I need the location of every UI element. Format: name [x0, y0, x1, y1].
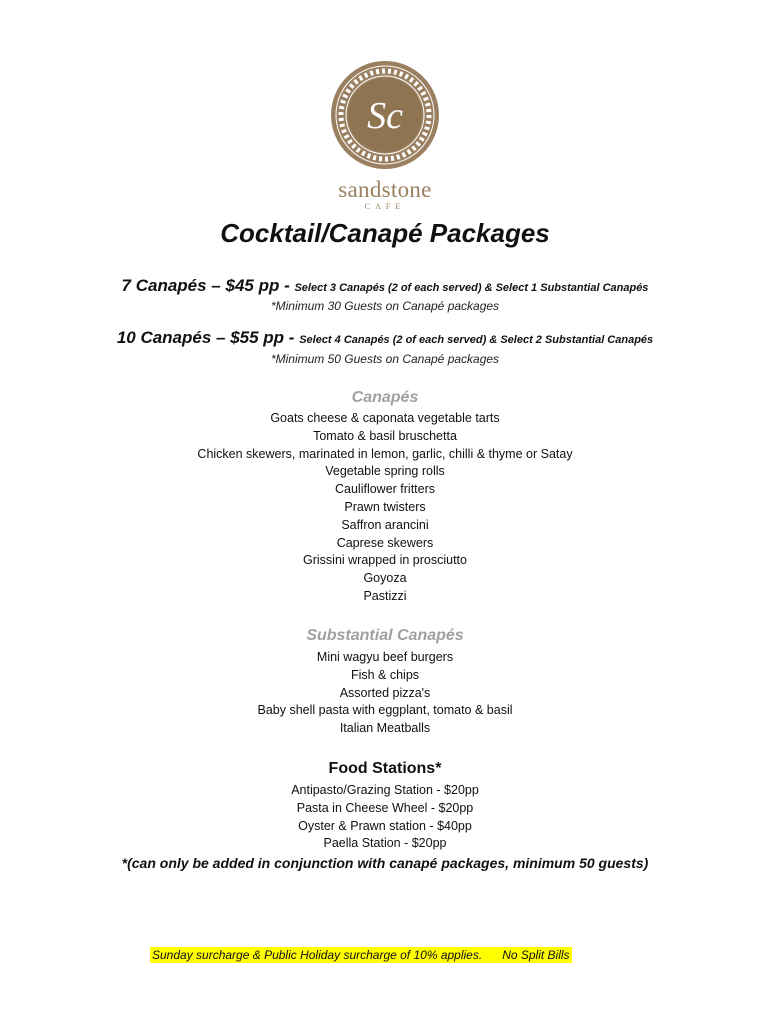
logo-subtitle: CAFE: [364, 202, 406, 211]
package-note: *Minimum 30 Guests on Canapé packages: [270, 299, 500, 313]
list-item: Fish & chips: [350, 667, 420, 682]
list-item: Cauliflower fritters: [334, 482, 436, 497]
list-item: Goyoza: [363, 571, 407, 586]
package-price: 7 Canapés – $45 pp -: [121, 276, 295, 295]
list-item: Antipasto/Grazing Station - $20pp: [291, 783, 479, 797]
sandstone-logo-icon: [330, 60, 440, 170]
list-item: Mini wagyu beef burgers: [316, 650, 454, 664]
logo: [0, 60, 770, 212]
package-note: *Minimum 50 Guests on Canapé packages: [270, 352, 500, 366]
canapes-list: [0, 410, 770, 606]
list-item: Prawn twisters: [344, 499, 426, 514]
package-detail: Select 3 Canapés (2 of each served) & Select 1 Substantial Canapés: [294, 282, 649, 294]
split-bills-text: No Split Bills: [502, 948, 570, 962]
surcharge-text: Sunday surcharge & Public Holiday surcharge of 10% applies.: [152, 948, 483, 962]
substantial-canapes-heading: Substantial Canapés: [306, 627, 464, 644]
logo-monogram: Sc: [367, 95, 403, 137]
list-item: Baby shell pasta with eggplant, tomato & basil: [257, 703, 513, 718]
food-stations-note: *(can only be added in conjunction with canapé packages, minimum 50 guests): [121, 855, 649, 871]
list-item: Tomato & basil bruschetta: [313, 428, 457, 443]
list-item: Caprese skewers: [336, 535, 434, 550]
list-item: Vegetable spring rolls: [325, 464, 445, 479]
food-stations-list: [0, 782, 770, 853]
list-item: Saffron arancini: [341, 517, 429, 532]
list-item: Pasta in Cheese Wheel - $20pp: [296, 800, 474, 815]
list-item: Pastizzi: [363, 588, 407, 603]
list-item: Paella Station - $20pp: [323, 836, 447, 851]
list-item: Grissini wrapped in prosciutto: [303, 553, 467, 568]
food-stations-heading: Food Stations*: [328, 760, 442, 777]
canapes-heading: Canapés: [351, 389, 419, 406]
package-price: 10 Canapés – $55 pp -: [116, 328, 300, 347]
page-title: Cocktail/Canapé Packages: [220, 218, 550, 248]
logo-name: sandstone: [338, 177, 432, 202]
package-7-canapes: [0, 276, 770, 296]
list-item: Chicken skewers, marinated in lemon, garlic, chilli & thyme or Satay: [197, 446, 573, 461]
package-detail: Select 4 Canapés (2 of each served) & Select 2 Substantial Canapés: [299, 334, 654, 346]
list-item: Italian Meatballs: [339, 721, 431, 736]
list-item: Oyster & Prawn station - $40pp: [298, 818, 472, 833]
package-10-canapes: [0, 328, 770, 348]
substantial-canapes-list: [0, 649, 770, 738]
list-item: Assorted pizza's: [339, 685, 431, 700]
list-item: Goats cheese & caponata vegetable tarts: [270, 411, 500, 425]
surcharge-footer: [150, 947, 572, 963]
